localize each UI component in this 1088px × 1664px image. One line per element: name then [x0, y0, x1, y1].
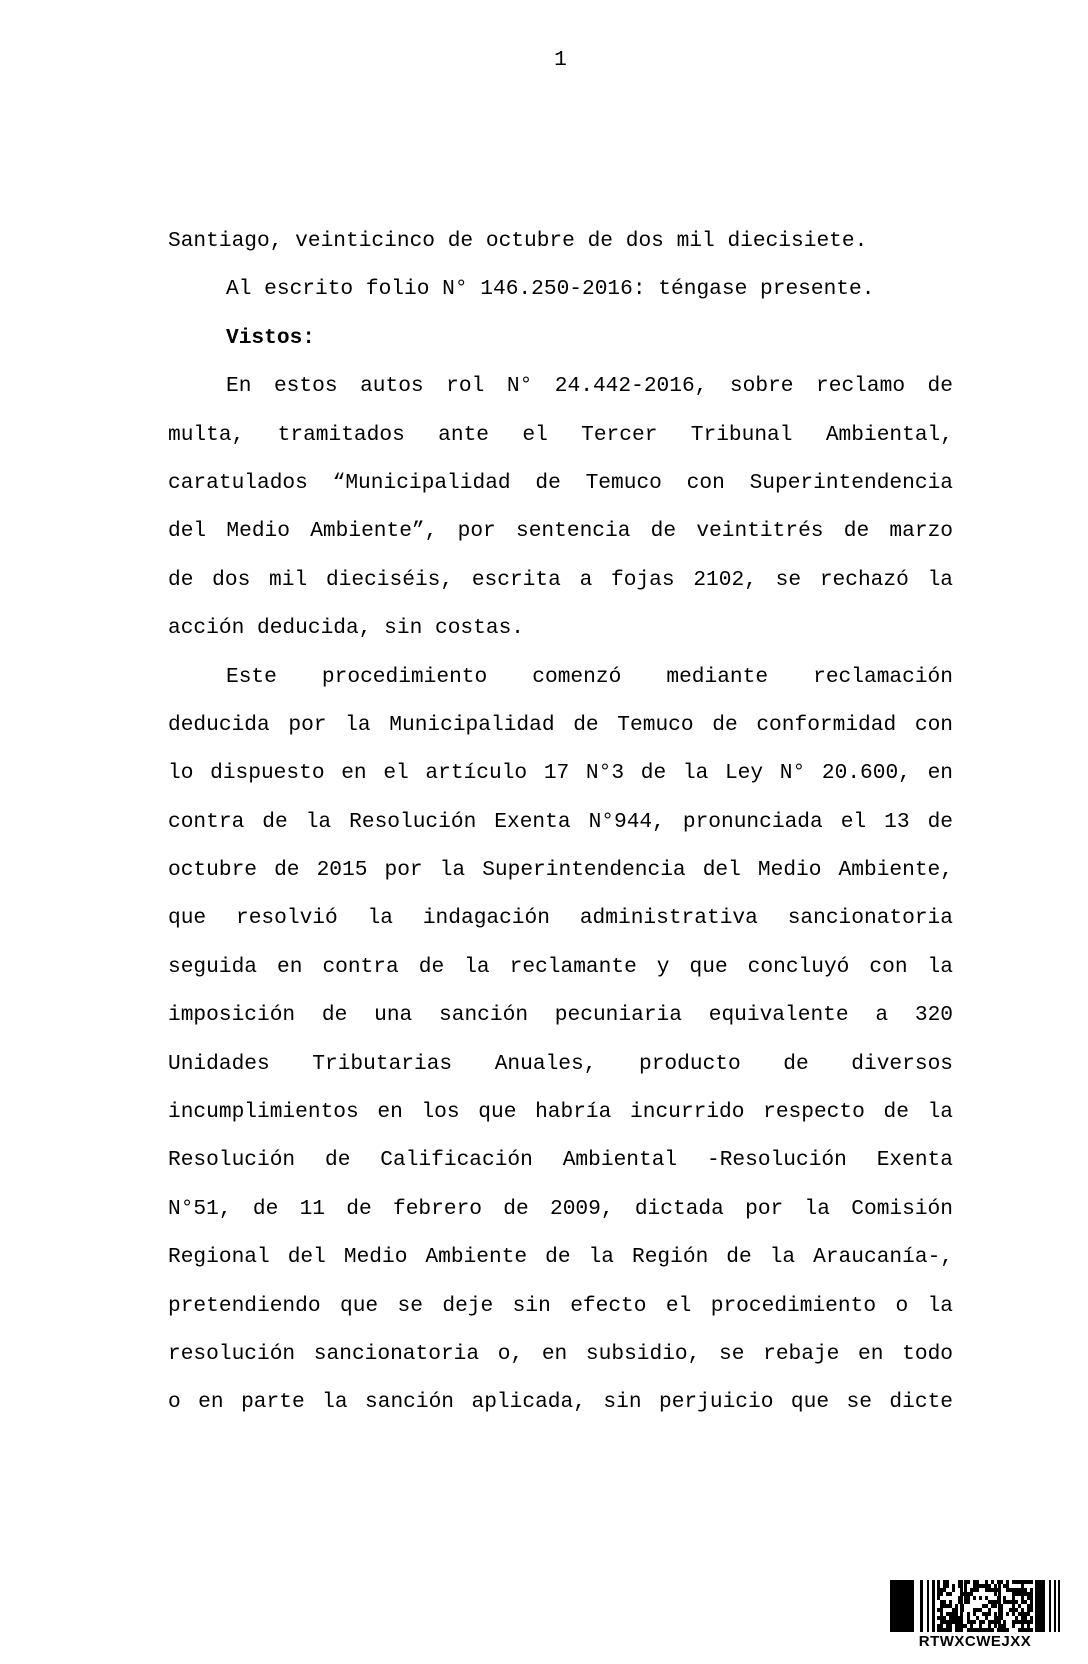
barcode-icon	[890, 1580, 1060, 1632]
document-line: Unidades Tributarias Anuales, producto de diversos	[168, 1051, 953, 1076]
document-line: de dos mil dieciséis, escrita a fojas 2102, se rechazó la	[168, 567, 953, 592]
document-line: imposición de una sanción pecuniaria equivalente a 320	[168, 1003, 953, 1028]
document-line: lo dispuesto en el artículo 17 N°3 de la Ley N° 20.600, en	[168, 761, 953, 786]
document-line: Santiago, veinticinco de octubre de dos mil diecisiete.	[168, 229, 868, 253]
document-line: resolución sancionatoria o, en subsidio, se rebaje en todo	[168, 1341, 953, 1366]
document-line: deducida por la Municipalidad de Temuco de conformidad con	[168, 712, 953, 737]
document-line: Este procedimiento comenzó mediante reclamación	[226, 664, 953, 689]
document-line: En estos autos rol N° 24.442-2016, sobre reclamo de	[226, 374, 953, 399]
document-line: acción deducida, sin costas.	[168, 616, 525, 641]
page-number: 1	[554, 48, 567, 72]
document-line: Vistos:	[226, 325, 316, 350]
document-line: Regional del Medio Ambiente de la Región de la Araucanía-,	[168, 1245, 953, 1270]
document-line: pretendiendo que se deje sin efecto el procedimiento o la	[168, 1293, 953, 1318]
document-line: seguida en contra de la reclamante y que concluyó con la	[168, 954, 953, 979]
document-line: Al escrito folio N° 146.250-2016: téngase presente.	[226, 277, 875, 302]
document-line: del Medio Ambiente”, por sentencia de veintitrés de marzo	[168, 519, 953, 544]
document-line: octubre de 2015 por la Superintendencia del Medio Ambiente,	[168, 858, 953, 883]
document-line: caratulados “Municipalidad de Temuco con Superintendencia	[168, 470, 953, 495]
document-line: que resolvió la indagación administrativa sancionatoria	[168, 906, 953, 931]
document-line: contra de la Resolución Exenta N°944, pronunciada el 13 de	[168, 809, 953, 834]
document-line: Resolución de Calificación Ambiental -Resolución Exenta	[168, 1148, 953, 1173]
document-line: o en parte la sanción aplicada, sin perjuicio que se dicte	[168, 1390, 953, 1415]
barcode-label: RTWXCWEJXX	[918, 1633, 1032, 1650]
barcode	[890, 1580, 1060, 1649]
document-line: incumplimientos en los que habría incurrido respecto de la	[168, 1100, 953, 1125]
document-line: multa, tramitados ante el Tercer Tribunal Ambiental,	[168, 422, 953, 447]
document-body	[168, 217, 953, 1427]
document-line: N°51, de 11 de febrero de 2009, dictada por la Comisión	[168, 1196, 953, 1221]
